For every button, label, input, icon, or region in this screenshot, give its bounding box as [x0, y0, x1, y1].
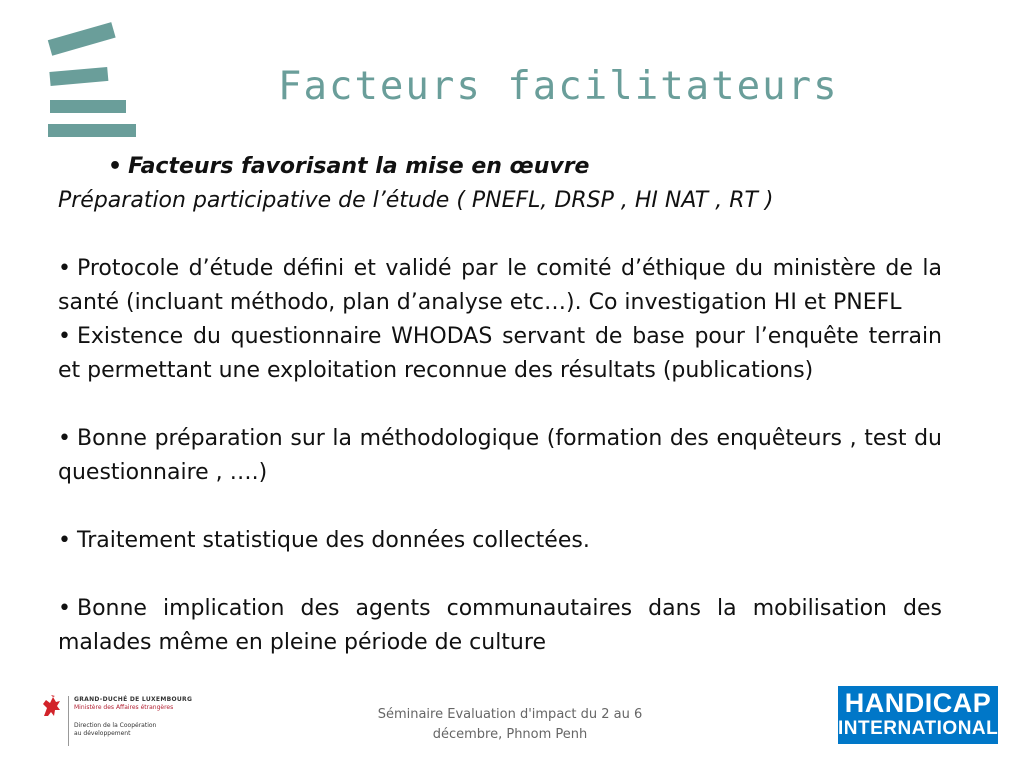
decor-bar — [48, 22, 116, 56]
list-item — [58, 320, 942, 388]
spacer — [58, 490, 942, 524]
decor-bar — [50, 100, 126, 113]
list-item — [58, 422, 942, 490]
list-item-text: Bonne préparation sur la méthodologique (formation des enquêteurs , test du questionnaire , ….) — [58, 426, 942, 485]
footer-line: Séminaire Evaluation d'impact du 2 au 6 — [377, 707, 643, 722]
red-lion-icon — [38, 694, 64, 720]
logo-line: au développement — [74, 730, 131, 737]
logo-line: GRAND-DUCHÉ DE LUXEMBOURG — [74, 696, 193, 703]
logo-divider — [68, 696, 69, 746]
slide-title: Facteurs facilitateurs — [278, 64, 839, 109]
logo-word: HANDICAP — [844, 688, 992, 718]
list-item-text: Protocole d’étude défini et validé par le comité d’éthique du ministère de la santé (incluant méthodo, plan d’analyse etc…). Co investigation HI et PNEFL — [58, 256, 942, 315]
subheading-text: Facteurs favorisant la mise en œuvre — [128, 154, 590, 179]
logo-word: INTERNATIONAL — [838, 718, 999, 739]
bullet-marker: • — [58, 528, 71, 553]
slide-body — [58, 150, 942, 660]
list-item-text: Existence du questionnaire WHODAS servant de base pour l’enquête terrain et permettant une exploitation reconnue des résultats (publications) — [58, 324, 942, 383]
bullet-marker: • — [58, 324, 71, 349]
spacer — [74, 712, 194, 722]
decor-bar — [49, 67, 108, 86]
subheading — [58, 150, 942, 184]
list-item — [58, 592, 942, 660]
list-item-text: Traitement statistique des données collectées. — [76, 528, 590, 553]
logo-line: Direction de la Coopération — [74, 722, 157, 729]
intro-line: Préparation participative de l’étude ( PNEFL, DRSP , HI NAT , RT ) — [58, 188, 774, 213]
list-item — [58, 524, 942, 558]
bullet-marker: • — [108, 154, 123, 179]
handicap-international-logo — [838, 686, 998, 744]
stacked-bars-decoration — [44, 26, 144, 138]
list-item-text: Bonne implication des agents communautaires dans la mobilisation des malades même en pleine période de culture — [58, 596, 942, 655]
logo-line: Ministère des Affaires étrangères — [74, 704, 174, 711]
bullet-marker: • — [58, 596, 71, 621]
spacer — [58, 388, 942, 422]
spacer — [58, 558, 942, 592]
bullet-marker: • — [58, 426, 71, 451]
footer-caption — [340, 705, 680, 745]
list-item — [58, 252, 942, 320]
footer-line: décembre, Phnom Penh — [432, 727, 588, 742]
bullet-marker: • — [58, 256, 71, 281]
spacer — [58, 218, 942, 252]
decor-bar — [48, 124, 136, 137]
luxembourg-logo — [38, 694, 193, 754]
luxembourg-logo-text — [74, 696, 194, 738]
